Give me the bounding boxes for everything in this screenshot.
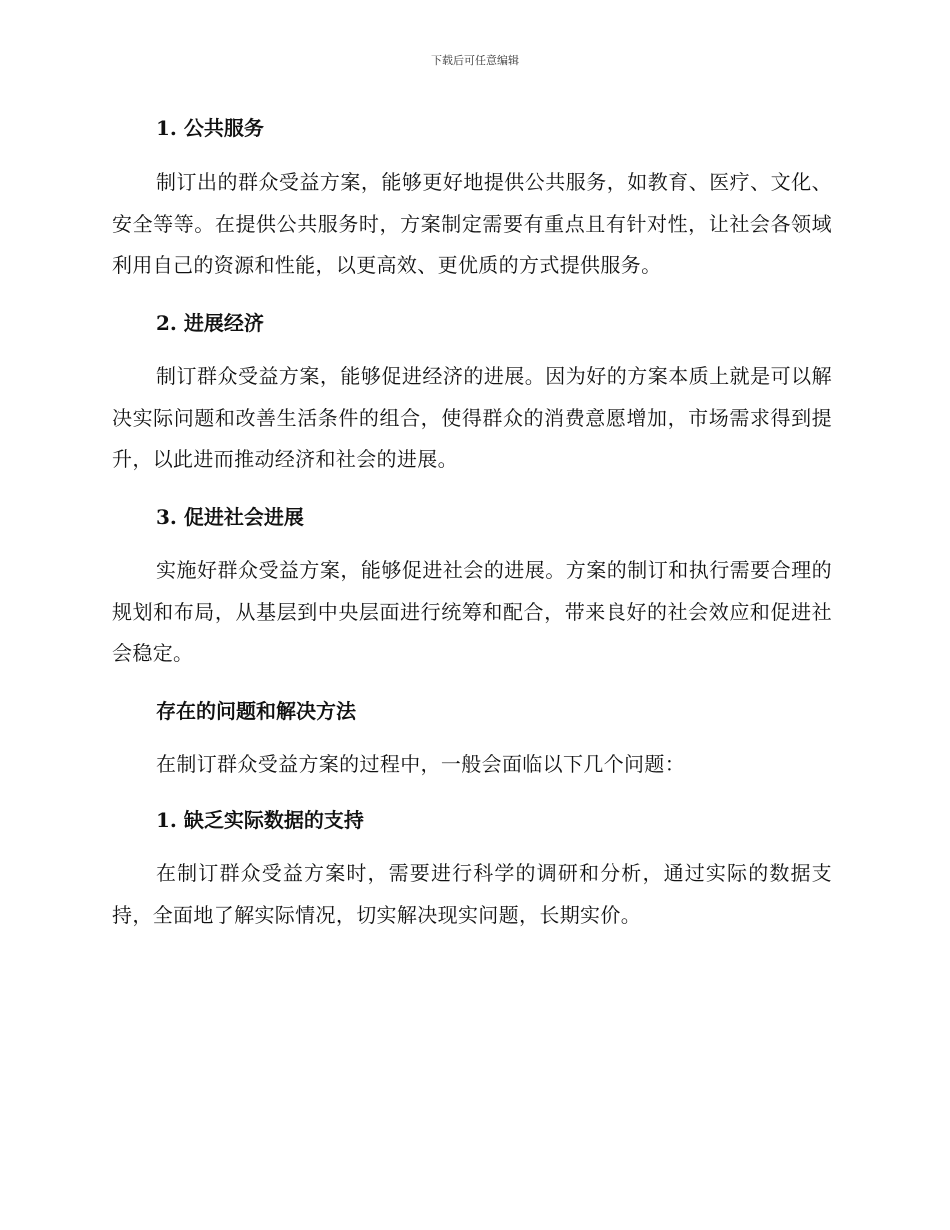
section-paragraph-public-service: 制订出的群众受益方案，能够更好地提供公共服务，如教育、医疗、文化、安全等等。在提供公共服务时，方案制定需要有重点且有针对性，让社会各领域利用自己的资源和性能，以更高效、更优质的方式提供服务。: [112, 170, 832, 277]
section-paragraph-social-progress: 实施好群众受益方案，能够促进社会的进展。方案的制订和执行需要合理的规划和布局，从基层到中央层面进行统筹和配合，带来良好的社会效应和促进社会稳定。: [112, 558, 832, 665]
section-heading-problems: 存在的问题和解决方法: [156, 699, 356, 723]
section-heading-economy: 2. 进展经济: [156, 311, 264, 335]
section-heading-lack-of-data: 1. 缺乏实际数据的支持: [156, 808, 364, 832]
page-header: 下载后可任意编辑: [431, 54, 519, 67]
section-paragraph-lack-of-data: 在制订群众受益方案时，需要进行科学的调研和分析，通过实际的数据支持，全面地了解实际情况，切实解决现实问题，长期实价。: [112, 861, 832, 927]
section-paragraph-economy: 制订群众受益方案，能够促进经济的进展。因为好的方案本质上就是可以解决实际问题和改善生活条件的组合，使得群众的消费意愿增加，市场需求得到提升，以此进而推动经济和社会的进展。: [112, 364, 832, 471]
section-heading-public-service: 1. 公共服务: [156, 116, 264, 140]
section-heading-social-progress: 3. 促进社会进展: [156, 505, 304, 529]
section-paragraph-problems: 在制订群众受益方案的过程中，一般会面临以下几个问题：: [156, 752, 686, 776]
